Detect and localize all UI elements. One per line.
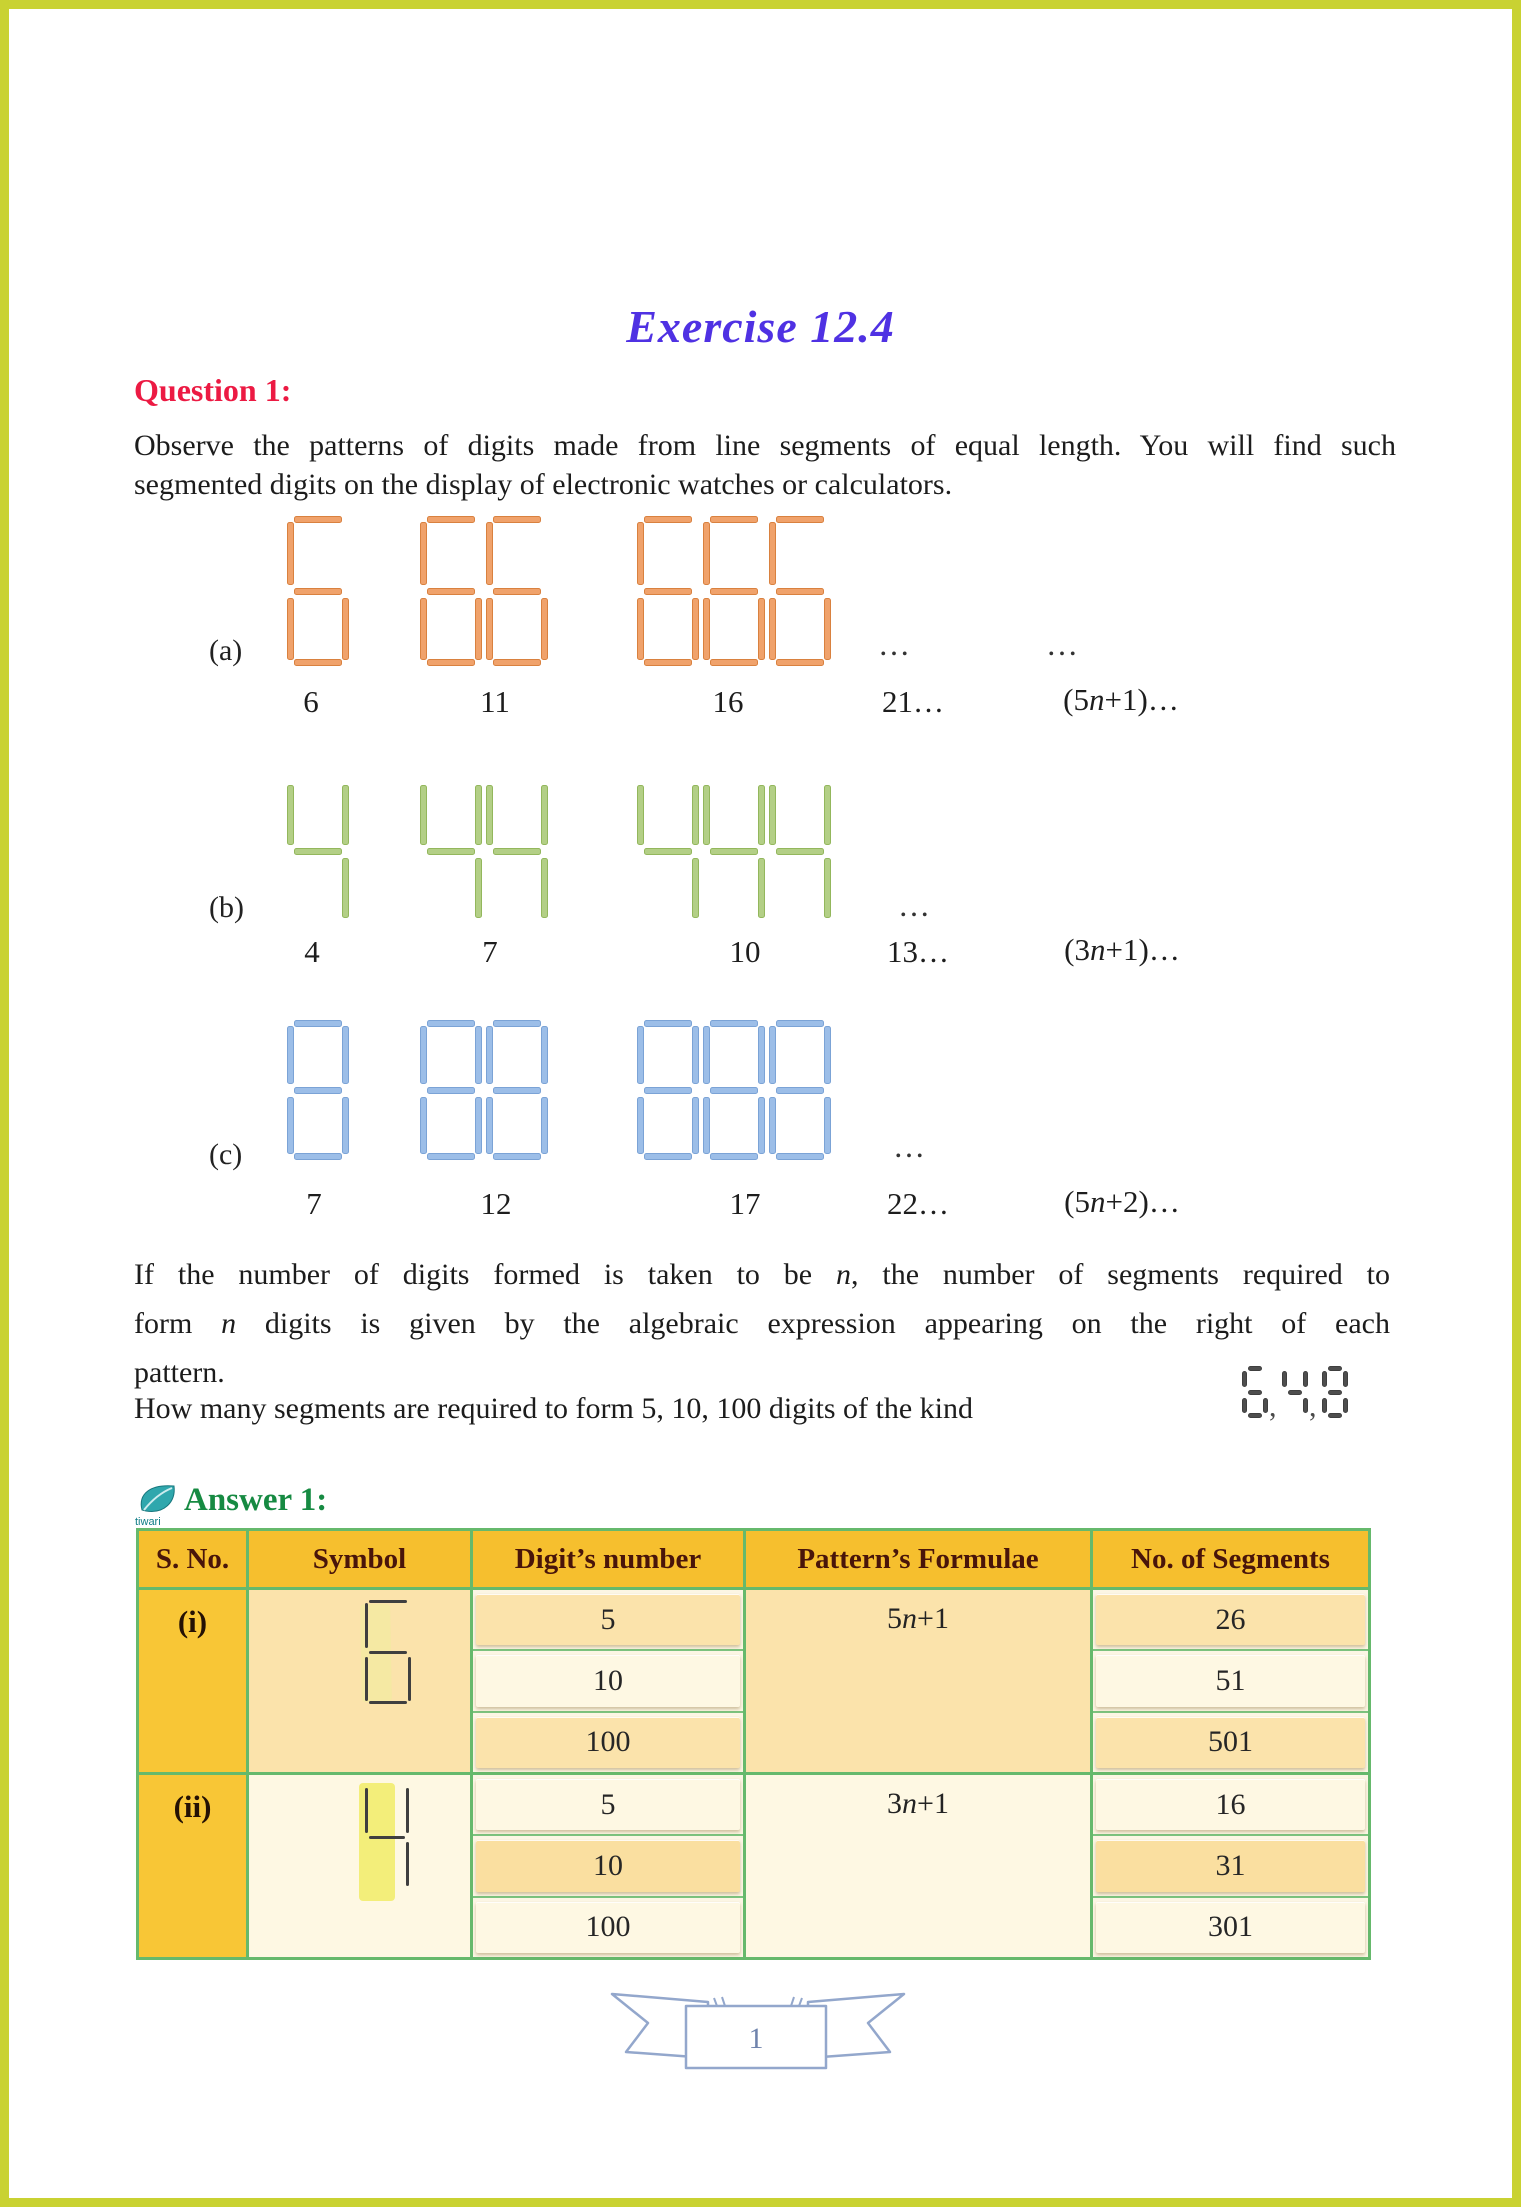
ellipsis: … — [893, 1128, 927, 1164]
segment-digit-group — [287, 1020, 349, 1160]
formula-part: 3 — [887, 1787, 903, 1820]
segment-digit-group — [420, 779, 548, 924]
column-header: S. No. — [139, 1531, 249, 1587]
explain-line — [134, 1348, 1390, 1397]
pattern-label: (c) — [209, 1138, 243, 1171]
formula-part: +1 — [917, 1787, 949, 1820]
column-header: No. of Segments — [1093, 1531, 1368, 1587]
answer-heading: Answer 1: — [184, 1482, 328, 1518]
pattern-row-c — [0, 1020, 1521, 1252]
formula-part: (3 — [1064, 932, 1091, 967]
pattern-count: 7 — [482, 934, 498, 969]
pattern-count: 16 — [712, 684, 744, 719]
subcell — [1093, 1836, 1368, 1897]
segments-value: 501 — [1096, 1717, 1365, 1768]
text: digits is given by the algebraic expression appearing on the right of each — [236, 1307, 1390, 1340]
segments-value: 16 — [1096, 1779, 1365, 1830]
symbol-wrap — [249, 1775, 470, 1957]
pattern-count: 13… — [887, 934, 949, 969]
column-header: Symbol — [249, 1531, 473, 1587]
segments-number-cells — [1093, 1590, 1368, 1772]
table-row — [139, 1775, 1368, 1957]
column-header: Digit’s number — [473, 1531, 746, 1587]
pattern-formula — [1063, 682, 1179, 718]
digits-value: 100 — [476, 1717, 740, 1768]
text: pattern. — [134, 1356, 225, 1389]
sno-cell: (i) — [139, 1590, 249, 1772]
digits-value: 100 — [476, 1902, 740, 1953]
formula-var: n — [902, 1602, 918, 1635]
subcell — [473, 1651, 743, 1712]
segments-value: 26 — [1096, 1594, 1365, 1645]
segments-value: 31 — [1096, 1840, 1365, 1891]
formula-part: +1)… — [1105, 932, 1180, 967]
segment-digit-group — [420, 516, 548, 666]
subcell — [1093, 1651, 1368, 1712]
segment-digit-group — [637, 516, 831, 666]
intro-line: Observe the patterns of digits made from line segments of equal length. You will find such — [134, 429, 1396, 462]
table-header-row — [139, 1531, 1368, 1590]
pattern-count: 7 — [306, 1186, 322, 1221]
pattern-count: 12 — [480, 1186, 512, 1221]
subcell — [473, 1775, 743, 1836]
answer-table — [136, 1528, 1371, 1960]
formula-part: +2)… — [1105, 1184, 1180, 1219]
segments-number-cells — [1093, 1775, 1368, 1957]
pattern-row-b — [0, 779, 1521, 999]
question-heading: Question 1: — [134, 372, 292, 408]
segment-digit-group — [637, 1020, 831, 1160]
segment-digit-group — [287, 779, 349, 924]
digits-value: 5 — [476, 1779, 740, 1830]
formula-cell — [746, 1775, 1093, 1957]
formula-var: n — [1090, 932, 1106, 967]
subcell — [473, 1898, 743, 1957]
how-many-text: How many segments are required to form 5, 10, 100 digits of the kind — [134, 1392, 974, 1425]
digits-number-cells — [473, 1775, 746, 1957]
pattern-count: 4 — [304, 934, 320, 969]
formula-part: (5 — [1063, 682, 1090, 717]
text: If the number of digits formed is taken to be — [134, 1258, 836, 1291]
explain-line — [134, 1299, 1390, 1348]
page-number: 1 — [748, 2022, 764, 2055]
math-var: n — [836, 1258, 851, 1291]
pattern-count: 6 — [303, 684, 319, 719]
explain-line — [134, 1250, 1390, 1299]
formula-var: n — [1089, 682, 1105, 717]
pattern-label: (b) — [209, 891, 244, 924]
symbol-digit-glyph — [365, 1600, 411, 1704]
pattern-count: 11 — [480, 684, 510, 719]
digits-value: 10 — [476, 1655, 740, 1706]
column-header: Pattern’s Formulae — [746, 1531, 1093, 1587]
question-intro — [134, 426, 1396, 504]
subcell — [473, 1713, 743, 1772]
math-var: n — [221, 1307, 237, 1340]
digits-number-cells — [473, 1590, 746, 1772]
subcell — [1093, 1713, 1368, 1772]
logo-text: tiwari — [135, 1516, 161, 1528]
symbol-cell — [249, 1775, 473, 1957]
text: , the number of segments required to — [851, 1258, 1390, 1291]
pattern-count: 17 — [729, 1186, 761, 1221]
digits-value: 10 — [476, 1840, 740, 1891]
symbol-digit-glyph — [365, 1785, 409, 1889]
segment-digit-group — [420, 1020, 548, 1160]
formula-cell — [746, 1590, 1093, 1772]
pattern-formula — [1064, 932, 1180, 968]
subcell — [1093, 1590, 1368, 1651]
subcell — [1093, 1775, 1368, 1836]
segment-digit-group — [287, 516, 349, 666]
pattern-label: (a) — [209, 634, 243, 667]
subcell — [473, 1590, 743, 1651]
formula-part: (5 — [1064, 1184, 1091, 1219]
seven-segment-display: , , — [1242, 1366, 1348, 1418]
symbol-wrap — [249, 1590, 470, 1772]
symbol-cell — [249, 1590, 473, 1772]
formula-part: +1)… — [1104, 682, 1179, 717]
sno-cell: (ii) — [139, 1775, 249, 1957]
digits-value: 5 — [476, 1594, 740, 1645]
segment-digit-group — [637, 779, 831, 924]
table-row — [139, 1590, 1368, 1775]
ellipsis: … — [898, 887, 932, 923]
pattern-formula — [1064, 1184, 1180, 1220]
pattern-count: 10 — [729, 934, 761, 969]
intro-line: segmented digits on the display of electronic watches or calculators. — [134, 468, 953, 501]
ellipsis: … — [1046, 626, 1080, 662]
text: form — [134, 1307, 222, 1340]
formula-var: n — [1090, 1184, 1106, 1219]
pattern-count: 21… — [882, 684, 944, 719]
pattern-count: 22… — [887, 1186, 949, 1221]
formula-part: 5 — [887, 1602, 903, 1635]
ellipsis: … — [878, 626, 912, 662]
segments-value: 301 — [1096, 1902, 1365, 1953]
formula-part: +1 — [917, 1602, 949, 1635]
page-ribbon — [608, 1986, 908, 2079]
tiwari-logo-icon — [134, 1480, 180, 1533]
pattern-row-a — [0, 516, 1521, 748]
explanation-paragraph — [134, 1250, 1390, 1397]
page-title: Exercise 12.4 — [626, 301, 895, 352]
segments-value: 51 — [1096, 1655, 1365, 1706]
subcell — [473, 1836, 743, 1897]
formula-var: n — [902, 1787, 918, 1820]
subcell — [1093, 1898, 1368, 1957]
